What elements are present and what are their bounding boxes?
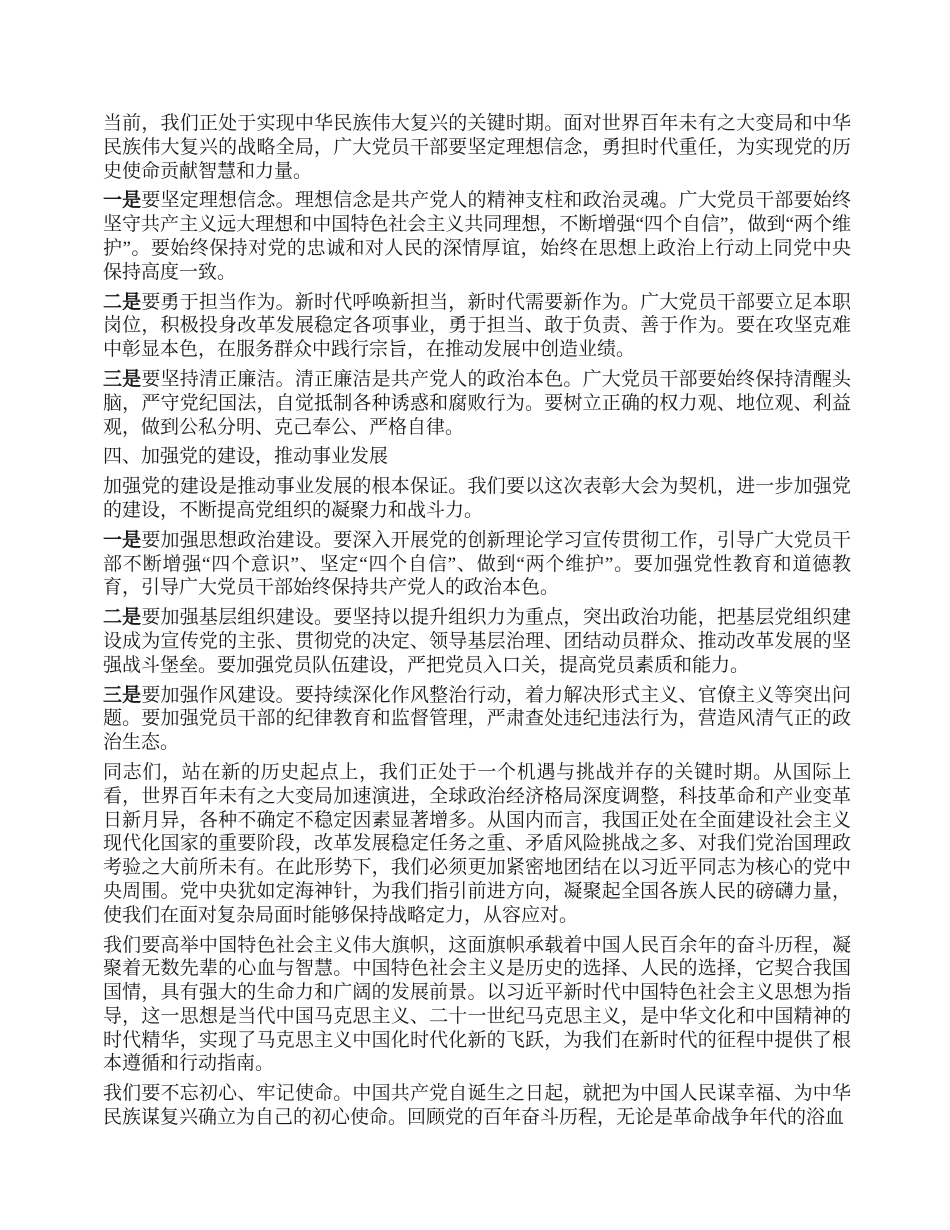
paragraph (103, 529, 851, 600)
section-heading (103, 445, 851, 469)
paragraph (103, 1082, 851, 1130)
paragraph-text: 要加强作风建设。要持续深化作风整治行动，着力解决形式主义、官僚主义等突出问题。要加强党员干部的纪律教育和监督管理，严肃查处违纪违法行为，营造风清气正的政治生态。 (103, 684, 851, 754)
paragraph-text: 四、加强党的建设，推动事业发展 (103, 446, 389, 468)
paragraph-text: 当前，我们正处于实现中华民族伟大复兴的关键时期。面对世界百年未有之大变局和中华民族伟大复兴的战略全局，广大党员干部要坚定理想信念，勇担时代重任，为实现党的历史使命贡献智慧和力量。 (103, 113, 851, 182)
paragraph-bold-lead: 三是 (103, 684, 142, 706)
paragraph (103, 475, 851, 523)
paragraph-text: 我们要高举中国特色社会主义伟大旗帜，这面旗帜承载着中国人民百余年的奋斗历程，凝聚着无数先辈的心血与智慧。中国特色社会主义是历史的选择、人民的选择，它契合我国国情，具有强大的生命力和广阔的发展前景。以习近平新时代中国特色社会主义思想为指导，这一思想是当代中国马克思主义、二十一世纪马克思主义，是中华文化和中国精神的时代精华，实现了马克思主义中国化时代化新的飞跃，为我们在新时代的征程中提供了根本遵循和行动指南。 (103, 934, 851, 1075)
paragraph-bold-lead: 二是 (103, 291, 142, 313)
paragraph-text: 要坚持清正廉洁。清正廉洁是共产党人的政治本色。广大党员干部要始终保持清醒头脑，严守党纪国法，自觉抵制各种诱惑和腐败行为。要树立正确的权力观、地位观、利益观，做到公私分明、克己奉公、严格自律。 (103, 368, 851, 438)
paragraph-bold-lead: 一是 (103, 190, 142, 212)
paragraph (103, 368, 851, 439)
paragraph-bold-lead: 三是 (103, 368, 142, 390)
paragraph (103, 684, 851, 755)
paragraph-text: 加强党的建设是推动事业发展的根本保证。我们要以这次表彰大会为契机，进一步加强党的建设，不断提高党组织的凝聚力和战斗力。 (103, 476, 851, 521)
paragraph-text: 要坚定理想信念。理想信念是共产党人的精神支柱和政治灵魂。广大党员干部要始终坚守共产主义远大理想和中国特色社会主义共同理想，不断增强“四个自信”，做到“两个维护”。要始终保持对党的忠诚和对人民的深情厚谊，始终在思想上政治上行动上同党中央保持高度一致。 (103, 190, 851, 283)
paragraph (103, 189, 851, 284)
paragraph (103, 934, 851, 1077)
paragraph-text: 要勇于担当作为。新时代呼唤新担当，新时代需要新作为。广大党员干部要立足本职岗位，积极投身改革发展稳定各项事业，勇于担当、敢于负责、善于作为。要在攻坚克难中彰显本色，在服务群众中践行宗旨，在推动发展中创造业绩。 (103, 291, 851, 361)
paragraph (103, 761, 851, 928)
paragraph-text: 要加强基层组织建设。要坚持以提升组织力为重点，突出政治功能，把基层党组织建设成为宣传党的主张、贯彻党的决定、领导基层治理、团结动员群众、推动改革发展的坚强战斗堡垒。要加强党员队伍建设，严把党员入口关，提高党员素质和能力。 (103, 607, 851, 676)
paragraph-text: 同志们，站在新的历史起点上，我们正处于一个机遇与挑战并存的关键时期。从国际上看，世界百年未有之大变局加速演进，全球政治经济格局深度调整，科技革命和产业变革日新月异，各种不确定不稳定因素显著增多。从国内而言，我国正处在全面建设社会主义现代化国家的重要阶段，改革发展稳定任务之重、矛盾风险挑战之多、对我们党治国理政考验之大前所未有。在此形势下，我们必须更加紧密地团结在以习近平同志为核心的党中央周围。党中央犹如定海神针，为我们指引前进方向，凝聚起全国各族人民的磅礴力量，使我们在面对复杂局面时能够保持战略定力，从容应对。 (103, 761, 851, 926)
paragraph-bold-lead: 二是 (103, 607, 142, 629)
paragraph (103, 606, 851, 677)
document-body (103, 112, 851, 1136)
paragraph-text: 我们要不忘初心、牢记使命。中国共产党自诞生之日起，就把为中国人民谋幸福、为中华民族谋复兴确立为自己的初心使命。回顾党的百年奋斗历程，无论是革命战争年代的浴血 (103, 1083, 851, 1129)
paragraph (103, 291, 851, 362)
paragraph (103, 112, 851, 183)
paragraph-bold-lead: 一是 (103, 529, 142, 551)
paragraph-text: 要加强思想政治建设。要深入开展党的创新理论学习宣传贯彻工作，引导广大党员干部不断增强“四个意识”、坚定“四个自信”、做到“两个维护”。要加强党性教育和道德教育，引导广大党员干部始终保持共产党人的政治本色。 (103, 529, 851, 599)
